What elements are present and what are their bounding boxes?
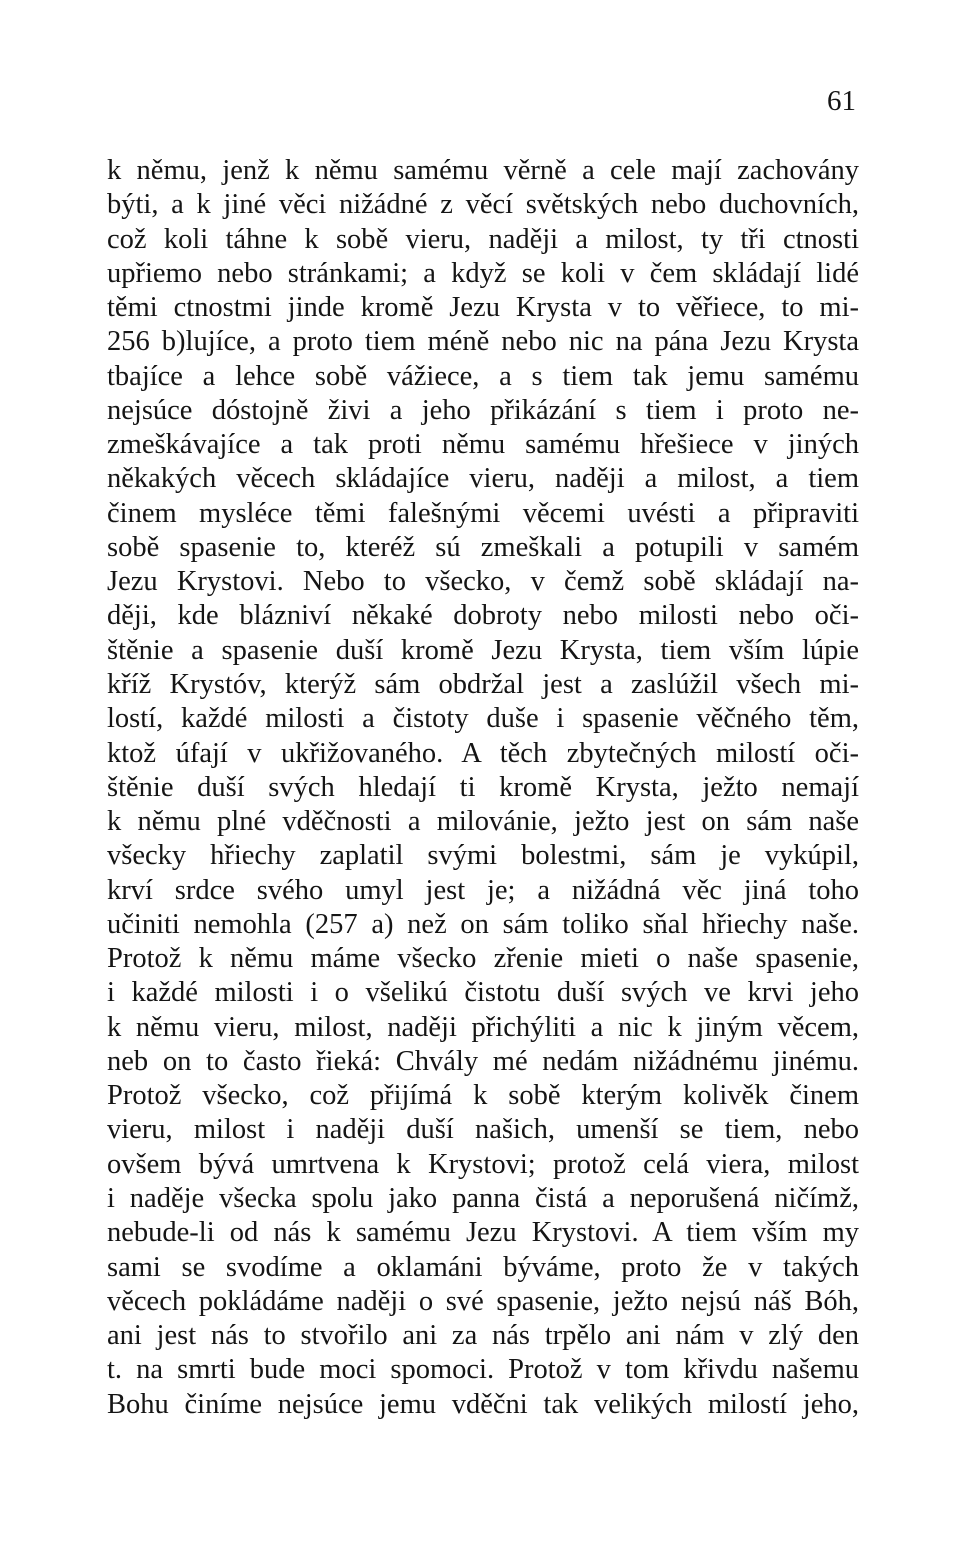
text-line: nejsúce dóstojně živi a jeho přikázání s tiem i proto ne-	[107, 394, 859, 426]
text-line: upřiemo nebo stránkami; a když se koli v čem skládají lidé	[107, 257, 859, 289]
text-line: vieru, milost i naději duší našich, umenší se tiem, nebo	[107, 1114, 859, 1146]
text-line: věcech pokládáme naději o své spasenie, ježto nejsú náš Bóh,	[107, 1285, 859, 1317]
text-line: všecky hřiechy zaplatil svými bolestmi, sám je vykúpil,	[107, 840, 859, 872]
text-line: i naděje všecka spolu jako panna čistá a neporušená ničímž,	[107, 1182, 859, 1214]
text-line: tbajíce a lehce sobě vážiece, a s tiem tak jemu samému	[107, 360, 859, 392]
text-line: k němu vieru, milost, naději přichýliti a nic k jiným věcem,	[107, 1011, 859, 1043]
text-line: Bohu činíme nejsúce jemu vděčni tak velikých milostí jeho,	[107, 1388, 859, 1420]
text-line: 256 b)lujíce, a proto tiem méně nebo nic na pána Jezu Krysta	[107, 326, 859, 358]
text-line: Protož všecko, což přijímá k sobě kterým kolivěk činem	[107, 1080, 859, 1112]
text-line: Protož k němu máme všecko zřenie mieti o naše spasenie,	[107, 943, 859, 975]
text-line: někakých věcech skládajíce vieru, naději a milost, a tiem	[107, 463, 859, 495]
text-line: což koli táhne k sobě vieru, naději a milost, ty tři ctnosti	[107, 223, 859, 255]
text-line: sobě spasenie to, kteréž sú zmeškali a potupili v samém	[107, 531, 859, 563]
text-line: činem mysléce těmi falešnými věcemi uvésti a připraviti	[107, 497, 859, 529]
text-line: i každé milosti i o všelikú čistotu duší svých ve krvi jeho	[107, 977, 859, 1009]
text-line: ani jest nás to stvořilo ani za nás trpělo ani nám v zlý den	[107, 1320, 859, 1352]
text-line: štěnie a spasenie duší kromě Jezu Krysta, tiem vším lúpie	[107, 634, 859, 666]
text-line: sami se svodíme a oklamáni býváme, proto že v takých	[107, 1251, 859, 1283]
text-line: býti, a k jiné věci nižádné z věcí světských nebo duchovních,	[107, 189, 859, 221]
text-line: ději, kde blázniví někaké dobroty nebo milosti nebo oči-	[107, 600, 859, 632]
text-line: t. na smrti bude moci spomoci. Protož v tom křivdu našemu	[107, 1354, 859, 1386]
text-line: k němu, jenž k němu samému věrně a cele mají zachovány	[107, 155, 859, 186]
text-line: neb on to často řieká: Chvály mé nedám nižádnému jinému.	[107, 1045, 859, 1077]
text-line: nebude-li od nás k samému Jezu Krystovi. A tiem vším my	[107, 1217, 859, 1249]
text-line: učiniti nemohla (257 a) než on sám toliko sňal hřiechy naše.	[107, 908, 859, 940]
text-line: k němu plné vděčnosti a milovánie, ježto jest on sám naše	[107, 806, 859, 838]
text-line: lostí, každé milosti a čistoty duše i spasenie věčného těm,	[107, 703, 859, 735]
text-line: štěnie duší svých hledají ti kromě Krysta, ježto nemají	[107, 771, 859, 803]
body-text	[107, 154, 859, 1422]
text-line: zmeškávajíce a tak proti němu samému hřešiece v jiných	[107, 429, 859, 461]
text-line: ktož úfají v ukřižovaného. A těch zbytečných milostí oči-	[107, 737, 859, 769]
text-line: kříž Krystóv, kterýž sám obdržal jest a zaslúžil všech mi-	[107, 668, 859, 700]
text-line: Jezu Krystovi. Nebo to všecko, v čemž sobě skládají na-	[107, 566, 859, 598]
text-line: ovšem bývá umrtvena k Krystovi; protož celá viera, milost	[107, 1148, 859, 1180]
page-number: 61	[827, 85, 856, 117]
text-line: krví srdce svého umyl jest je; a nižádná věc jiná toho	[107, 874, 859, 906]
text-line: těmi ctnostmi jinde kromě Jezu Krysta v to věřiece, to mi-	[107, 292, 859, 324]
